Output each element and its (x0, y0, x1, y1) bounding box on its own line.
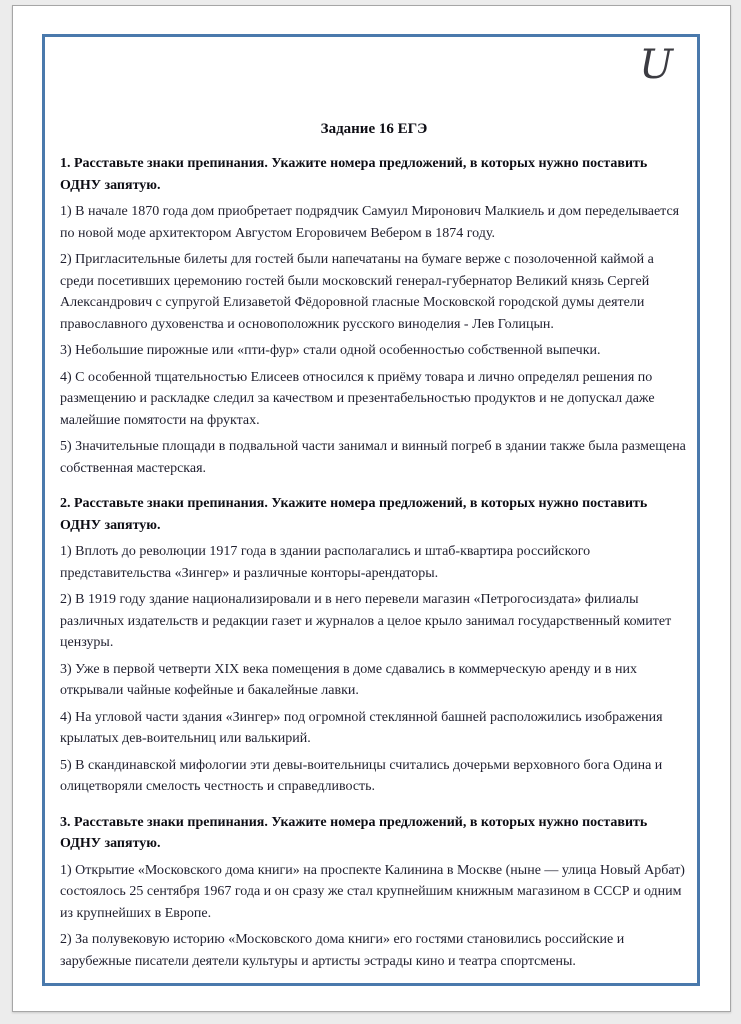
task-1-header: 1. Расставьте знаки препинания. Укажите номера предложений, в которых нужно поставить ОДНУ запятую. (60, 156, 648, 193)
task-1-sentence-3: 3) Небольшие пирожные или «пти-фур» стали одной особенностью собственной выпечки. (60, 343, 601, 358)
task-1-sentence-4: 4) С особенной тщательностью Елисеев относился к приёму товара и лично определял решения по размещению и раскладке следил за качеством и презентабельностью продуктов и не допускал даже малейшие помятости на фруктах. (60, 369, 655, 428)
task-3-header: 3. Расставьте знаки препинания. Укажите номера предложений, в которых нужно поставить ОДНУ запятую. (60, 814, 648, 851)
task-1-sentence-2: 2) Пригласительные билеты для гостей были напечатаны на бумаге верже с позолоченной каймой а среди посетивших церемонию гостей были московский генерал-губернатор Великий князь Сергей Александрович с супругой Елизаветой Фёдоровной гласные Московской городской думы деятели православного духовенства и основоположник русского виноделия - Лев Голицын. (60, 252, 654, 332)
task-2-sentence-5: 5) В скандинавской мифологии эти девы-воительницы считались дочерьми верховного бога Одина и олицетворяли смелость честность и справедливость. (60, 757, 663, 794)
task-1-sentence-1: 1) В начале 1870 года дом приобретает подрядчик Самуил Миронович Малкиель и дом переделывается по новой моде архитектором Августом Егоровичем Вебером в 1874 году. (60, 204, 680, 241)
task-3-sentence-1: 1) Открытие «Московского дома книги» на проспекте Калинина в Москве (ныне — улица Новый Арбат) состоялось 25 сентября 1967 года и он сразу же стал крупнейшим книжным магазином в СССР и одним из крупнейших в Европе. (60, 862, 685, 921)
task-2-sentence-1: 1) Вплоть до революции 1917 года в здании располагались и штаб-квартира российского представительства «Зингер» и различные конторы-арендаторы. (60, 544, 591, 581)
monogram-logo: U (639, 42, 673, 88)
page-border-frame (42, 34, 700, 986)
task-2-header: 2. Расставьте знаки препинания. Укажите номера предложений, в которых нужно поставить ОДНУ запятую. (60, 496, 648, 533)
task-2-sentence-4: 4) На угловой части здания «Зингер» под огромной стеклянной башней расположились изображения крылатых дев-воительниц или валькирий. (60, 709, 663, 746)
task-1-sentence-5: 5) Значительные площади в подвальной части занимал и винный погреб в здании также была размещена собственная мастерская. (60, 439, 686, 476)
document-page (12, 5, 731, 1012)
task-2-sentence-3: 3) Уже в первой четверти XIX века помещения в доме сдавались в коммерческую аренду и в них открывали чайные кофейные и бакалейные лавки. (60, 661, 638, 698)
task-2-sentence-2: 2) В 1919 году здание национализировали и в него перевели магазин «Петрогосиздата» филиалы различных издательств и редакции газет и журналов а целое крыло занимал государственный комитет цензуры. (60, 592, 672, 650)
task-3-sentence-2: 2) За полувековую историю «Московского дома книги» его гостями становились российские и зарубежные писатели деятели культуры и артисты эстрады кино и театра спортсмены. (60, 932, 625, 969)
page-title: Задание 16 ЕГЭ (320, 121, 428, 137)
